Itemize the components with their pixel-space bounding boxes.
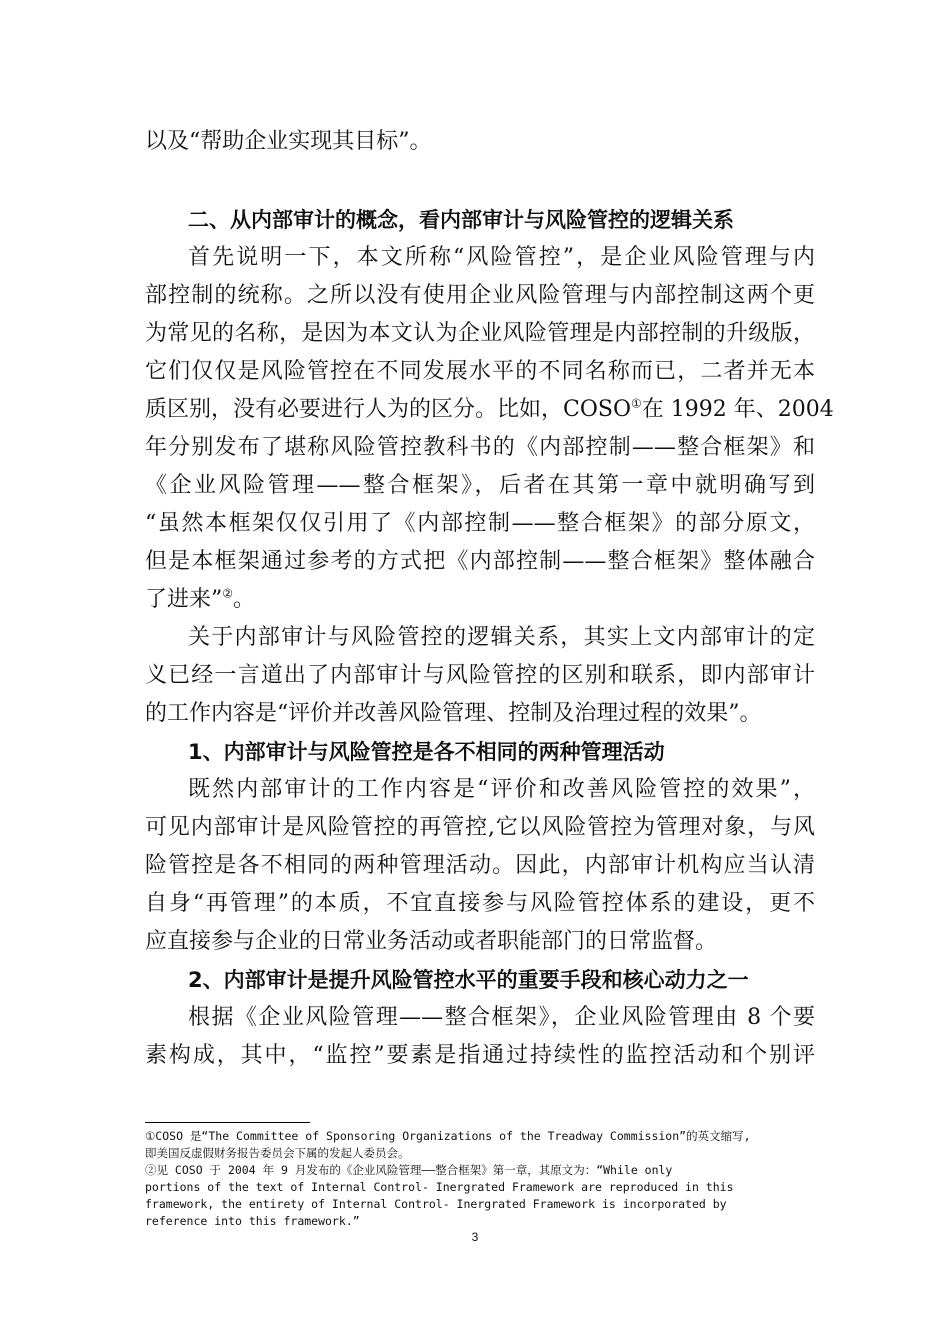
paragraph-line	[145, 586, 815, 614]
paragraph-line: 年分别发布了堪称风险管控教科书的《内部控制——整合框架》和	[145, 435, 815, 460]
section-heading: 二、从内部审计的概念，看内部审计与风险管控的逻辑关系	[188, 208, 734, 232]
paragraph-line: 以及“帮助企业实现其目标”。	[145, 129, 432, 154]
paragraph-line: 素构成，其中，“监控”要素是指通过持续性的监控活动和个别评	[145, 1043, 815, 1068]
footnote-line: framework, the entirety of Internal Control- Inergrated Framework is incorporated by	[145, 1197, 727, 1211]
paragraph-line: 义已经一言道出了内部审计与风险管控的区别和联系，即内部审计	[145, 663, 815, 688]
footnote-line: ①COSO 是“The Committee of Sponsoring Organizations of the Treadway Commission”的英文缩写,	[145, 1129, 751, 1143]
subsection-heading: 1、内部审计与风险管控是各不相同的两种管理活动	[188, 740, 665, 764]
footnote-ref: ②	[222, 586, 234, 601]
paragraph-line: 既然内部审计的工作内容是“评价和改善风险管控的效果”，	[188, 777, 815, 802]
paragraph-line: 《企业风险管理——整合框架》，后者在其第一章中就明确写到	[145, 473, 815, 498]
paragraph-line: 但是本框架通过参考的方式把《内部控制——整合框架》整体融合	[145, 549, 815, 574]
paragraph-line: 首先说明一下，本文所称“风险管控”，是企业风险管理与内	[188, 245, 815, 270]
line-segment: 。	[233, 587, 256, 612]
paragraph-line: 应直接参与企业的日常业务活动或者职能部门的日常监督。	[145, 929, 718, 954]
paragraph-line: 关于内部审计与风险管控的逻辑关系，其实上文内部审计的定	[188, 625, 815, 650]
paragraph-line: 部控制的统称。之所以没有使用企业风险管理与内部控制这两个更	[145, 283, 815, 308]
page-number: 3	[471, 1230, 479, 1244]
footnote-line: reference into this framework.”	[145, 1214, 360, 1228]
line-segment: 质区别，没有必要进行人为的区分。比如，COSO	[145, 397, 631, 422]
paragraph-line: “虽然本框架仅仅引用了《内部控制——整合框架》的部分原文，	[145, 511, 815, 536]
line-segment: 在 1992 年、2004	[641, 397, 834, 422]
footnote-ref: ①	[630, 396, 642, 411]
footnote-line: portions of the text of Internal Control- Inergrated Framework are reproduced in this	[145, 1180, 734, 1194]
subsection-heading: 2、内部审计是提升风险管控水平的重要手段和核心动力之一	[188, 968, 749, 992]
paragraph-line: 险管控是各不相同的两种管理活动。因此，内部审计机构应当认清	[145, 853, 815, 878]
paragraph-line: 可见内部审计是风险管控的再管控,它以风险管控为管理对象，与风	[145, 815, 815, 840]
footnote-line: 即美国反虚假财务报告委员会下属的发起人委员会。	[145, 1146, 410, 1160]
paragraph-line	[145, 396, 834, 424]
footnote-separator	[145, 1122, 310, 1123]
paragraph-line: 自身“再管理”的本质，不宜直接参与风险管控体系的建设，更不	[145, 891, 815, 916]
paragraph-line: 为常见的名称，是因为本文认为企业风险管理是内部控制的升级版，	[145, 321, 815, 346]
paragraph-line: 根据《企业风险管理——整合框架》，企业风险管理由 8 个要	[188, 1005, 815, 1030]
footnote-line: ②见 COSO 于 2004 年 9 月发布的《企业风险管理——整合框架》第一章，其原文为：“While only	[145, 1163, 673, 1177]
paragraph-line: 的工作内容是“评价并改善风险管理、控制及治理过程的效果”。	[145, 701, 762, 726]
line-segment: 了进来”	[145, 587, 223, 612]
paragraph-line: 它们仅仅是风险管控在不同发展水平的不同名称而已，二者并无本	[145, 359, 815, 384]
